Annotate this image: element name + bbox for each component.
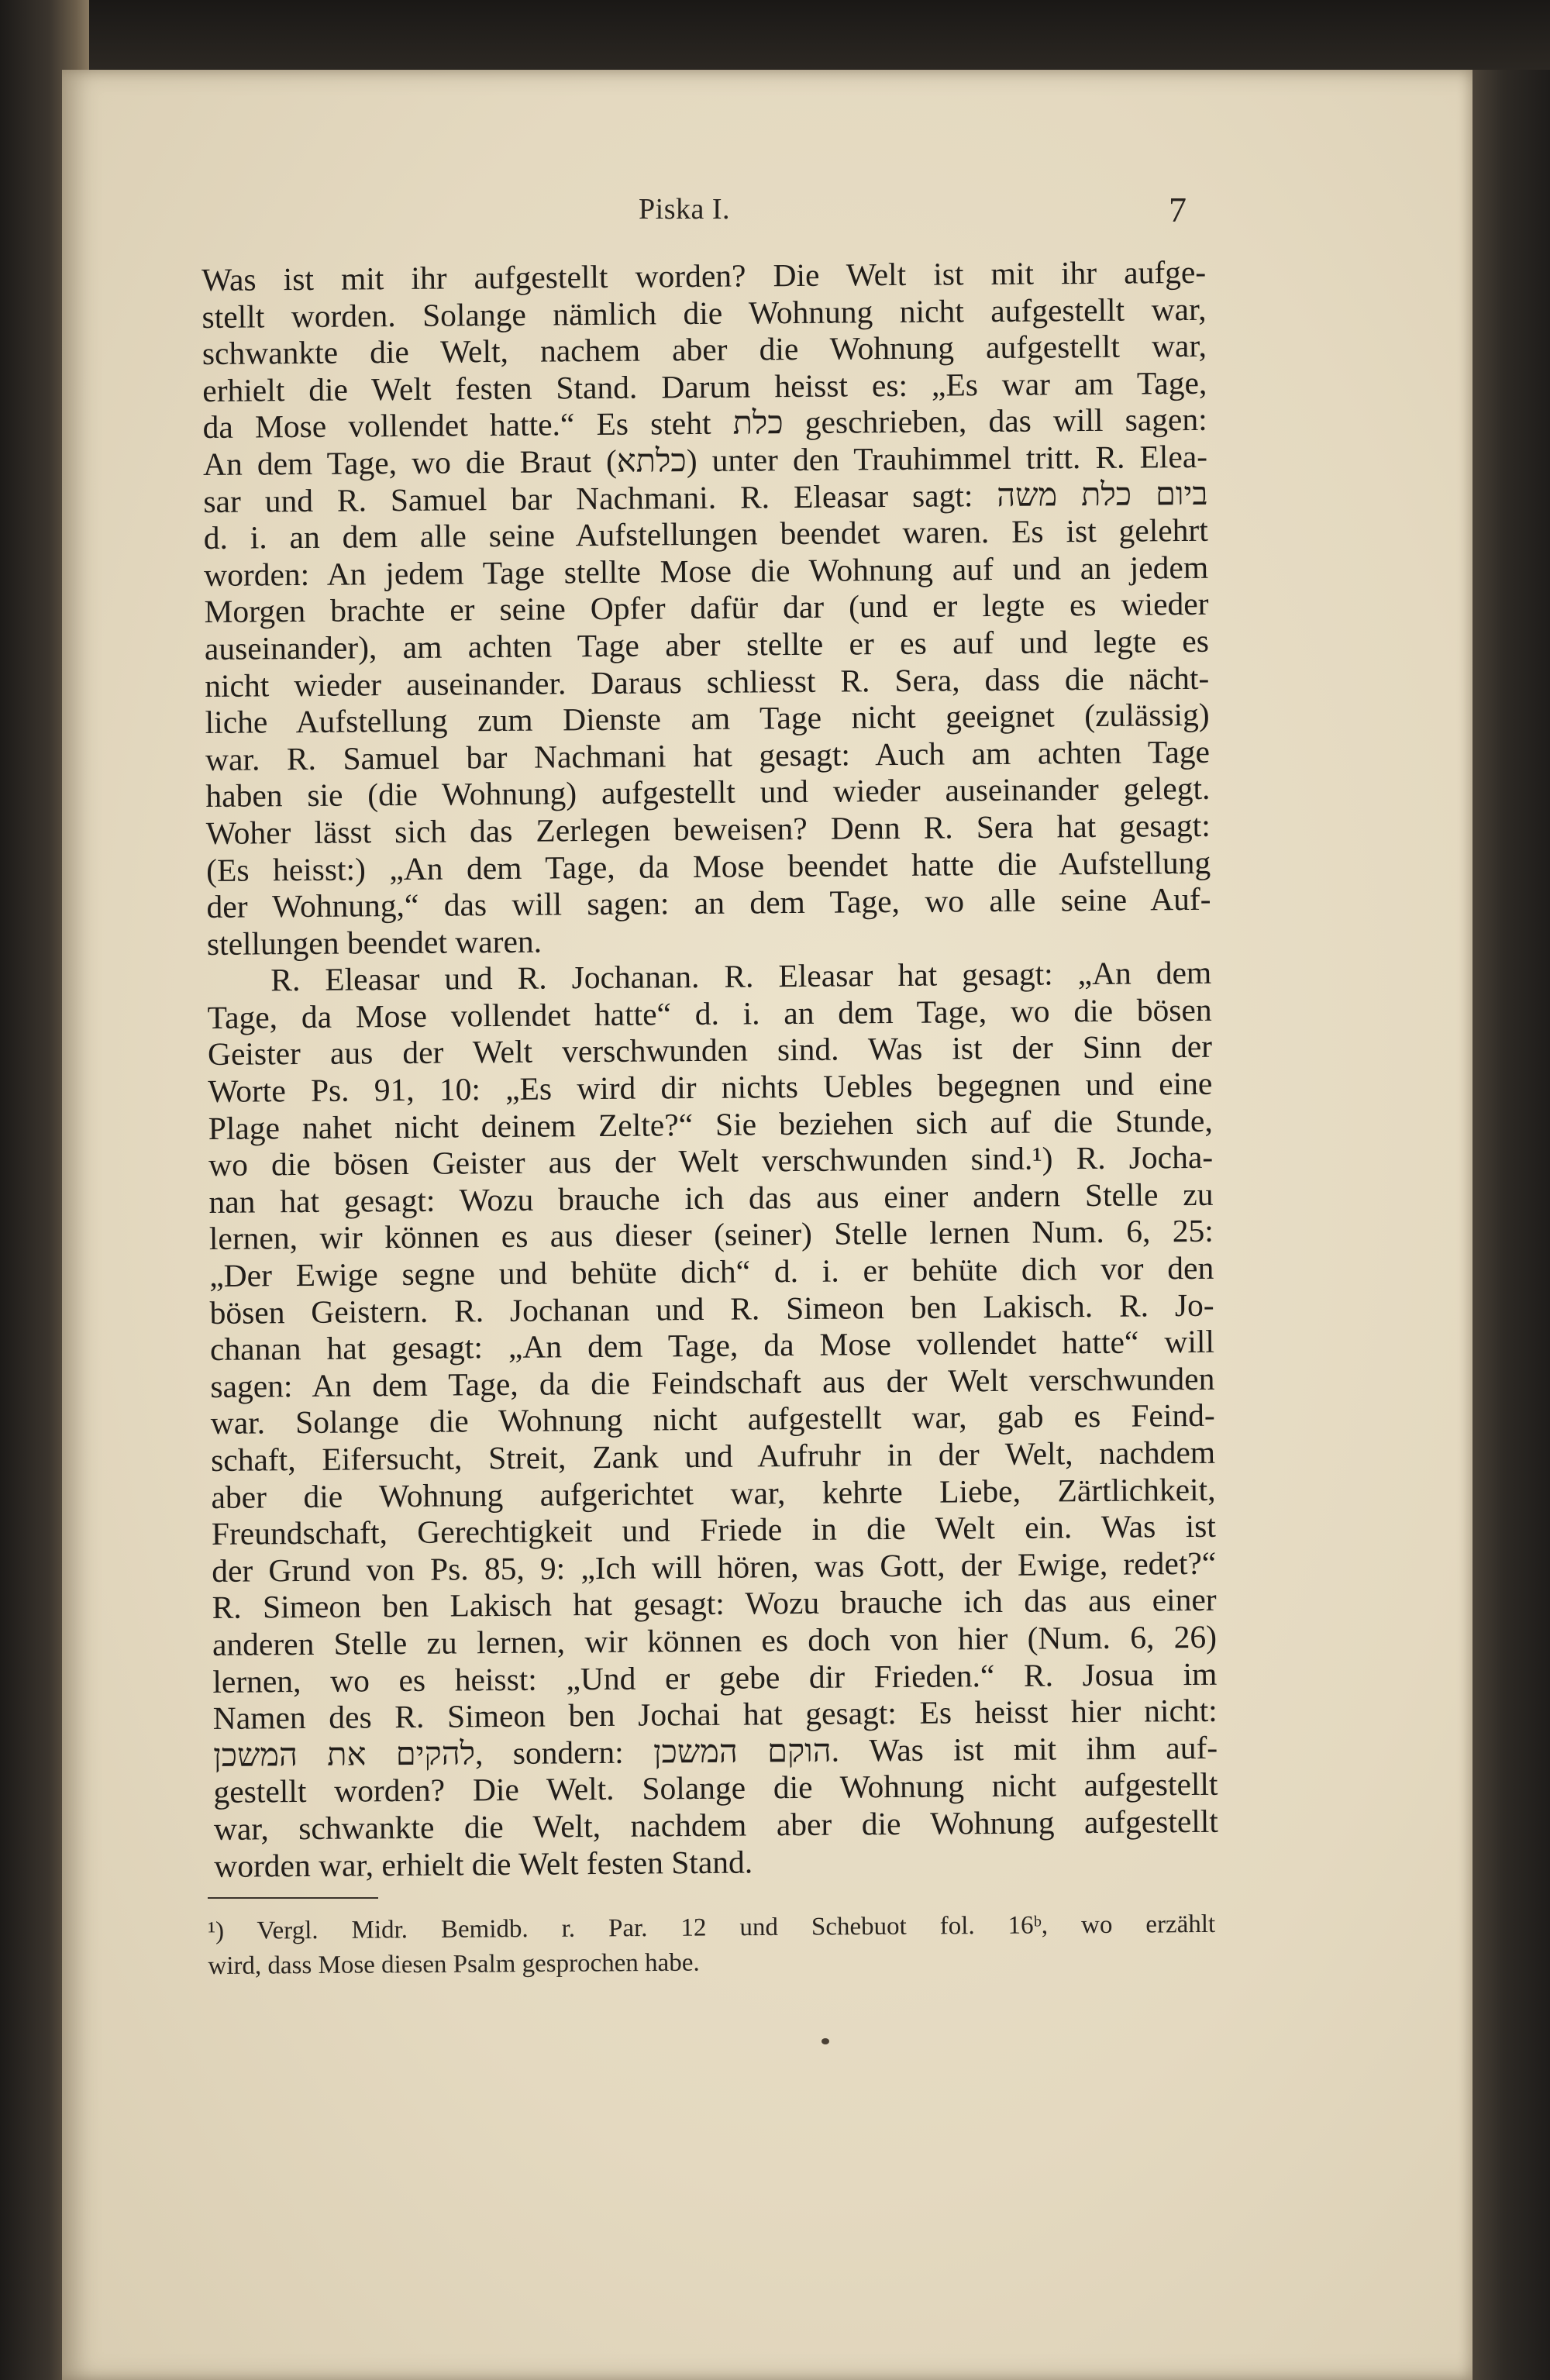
text-line: stellt worden. Solange nämlich die Wohnung nicht aufgestellt war,: [202, 291, 1207, 335]
text-line: bösen Geistern. R. Jochanan und R. Simeon ben Lakisch. R. Jo-: [209, 1286, 1214, 1331]
text-line: Morgen brachte er seine Opfer dafür dar (und er legte es wieder: [204, 586, 1209, 630]
text-line: Namen des R. Simeon ben Jochai hat gesagt: Es heisst hier nicht:: [212, 1692, 1218, 1737]
text-line: (Es heisst:) „An dem Tage, da Mose beendet hatte die Aufstellung: [205, 844, 1211, 888]
text-line: war. R. Samuel bar Nachmani hat gesagt: Auch am achten Tage: [205, 733, 1211, 777]
scan-background-top: [0, 0, 1550, 70]
main-text: [202, 254, 1218, 1885]
text-line: lernen, wir können es aus dieser (seiner) Stelle lernen Num. 6, 25:: [208, 1213, 1214, 1257]
text-line: Woher lässt sich das Zerlegen beweisen? Denn R. Sera hat gesagt:: [205, 807, 1211, 851]
text-line: R. Eleasar und R. Jochanan. R. Eleasar hat gesagt: „An dem: [270, 955, 1212, 998]
text-line: liche Aufstellung zum Dienste am Tage nicht geeignet (zulässig): [205, 696, 1210, 741]
footnote-separator: [208, 1897, 378, 1899]
text-line: להקים את המשכן, sondern: הוקם המשכן. Was ist mit ihm auf-: [212, 1729, 1218, 1773]
footnote-line: wird, dass Mose diesen Psalm gesprochen habe.: [208, 1948, 700, 1980]
text-line: sar und R. Samuel bar Nachmani. R. Eleasar sagt: ביום כלת משה: [203, 475, 1208, 519]
text-line: erhielt die Welt festen Stand. Darum heisst es: „Es war am Tage,: [202, 364, 1207, 408]
text-line: worden war, erhielt die Welt festen Stand.: [214, 1844, 753, 1884]
text-line: „Der Ewige segne und behüte dich“ d. i. er behüte dich vor den: [209, 1249, 1214, 1293]
text-line: Worte Ps. 91, 10: „Es wird dir nichts Uebles begegnen und eine: [208, 1065, 1213, 1110]
text-line: der Grund von Ps. 85, 9: „Ich will hören, was Gott, der Ewige, redet?“: [212, 1545, 1217, 1589]
ink-speck: [822, 2038, 829, 2044]
text-line: nan hat gesagt: Wozu brauche ich das aus einer andern Stelle zu: [208, 1176, 1214, 1220]
text-line: der Wohnung,“ das will sagen: an dem Tage, wo alle seine Auf-: [206, 880, 1211, 925]
text-line: nicht wieder auseinander. Daraus schliesst R. Sera, dass die nächt-: [205, 660, 1210, 704]
page-number: 7: [1169, 190, 1187, 229]
text-line: sagen: An dem Tage, da die Feindschaft aus der Welt verschwunden: [210, 1360, 1215, 1404]
text-line: An dem Tage, wo die Braut (כלתא) unter den Trauhimmel tritt. R. Elea-: [202, 438, 1208, 482]
footnote-line: ¹) Vergl. Midr. Bemidb. r. Par. 12 und Schebuot fol. 16ᵇ, wo erzählt: [208, 1910, 1216, 1945]
text-line: war. Solange die Wohnung nicht aufgestellt war, gab es Feind-: [210, 1397, 1215, 1441]
text-line: schaft, Eifersucht, Streit, Zank und Aufruhr in der Welt, nachdem: [210, 1434, 1216, 1478]
running-title: Piska I.: [639, 193, 730, 226]
text-line: schwankte die Welt, nachem aber die Wohnung aufgestellt war,: [202, 328, 1207, 372]
text-line: anderen Stelle zu lernen, wir können es doch von hier (Num. 6, 26): [212, 1618, 1218, 1662]
text-line: Geister aus der Welt verschwunden sind. Was ist der Sinn der: [207, 1028, 1213, 1073]
text-line: gestellt worden? Die Welt. Solange die Wohnung nicht aufgestellt: [213, 1766, 1218, 1810]
text-line: R. Simeon ben Lakisch hat gesagt: Wozu brauche ich das aus einer: [212, 1582, 1217, 1626]
text-line: d. i. an dem alle seine Aufstellungen beendet waren. Es ist gelehrt: [203, 511, 1208, 556]
footnotes: [208, 1907, 1216, 1984]
text-line: da Mose vollendet hatte.“ Es steht כלת geschrieben, das will sagen:: [202, 401, 1207, 446]
text-line: auseinander), am achten Tage aber stellte er es auf und legte es: [204, 622, 1210, 666]
text-line: stellungen beendet waren.: [206, 923, 542, 962]
text-line: aber die Wohnung aufgerichtet war, kehrte Liebe, Zärtlichkeit,: [211, 1471, 1216, 1515]
text-line: haben sie (die Wohnung) aufgestellt und wieder auseinander gelegt.: [205, 770, 1211, 815]
text-line: Tage, da Mose vollendet hatte“ d. i. an dem Tage, wo die bösen: [207, 991, 1212, 1035]
text-line: Plage nahet nicht deinem Zelte?“ Sie beziehen sich auf die Stunde,: [208, 1102, 1213, 1146]
text-line: wo die bösen Geister aus der Welt verschwunden sind.¹) R. Jocha-: [208, 1139, 1214, 1183]
text-line: chanan hat gesagt: „An dem Tage, da Mose vollendet hatte“ will: [209, 1323, 1215, 1368]
text-line: worden: An jedem Tage stellte Mose die Wohnung auf und an jedem: [203, 549, 1209, 593]
text-line: Freundschaft, Gerechtigkeit und Friede in die Welt ein. Was ist: [211, 1507, 1217, 1552]
book-binding-right: [1472, 70, 1550, 2380]
text-line: war, schwankte die Welt, nachdem aber die Wohnung aufgestellt: [213, 1803, 1219, 1847]
text-line: Was ist mit ihr aufgestellt worden? Die Welt ist mit ihr aufge-: [202, 253, 1207, 298]
text-line: lernen, wo es heisst: „Und er gebe dir Frieden.“ R. Josua im: [212, 1655, 1218, 1700]
